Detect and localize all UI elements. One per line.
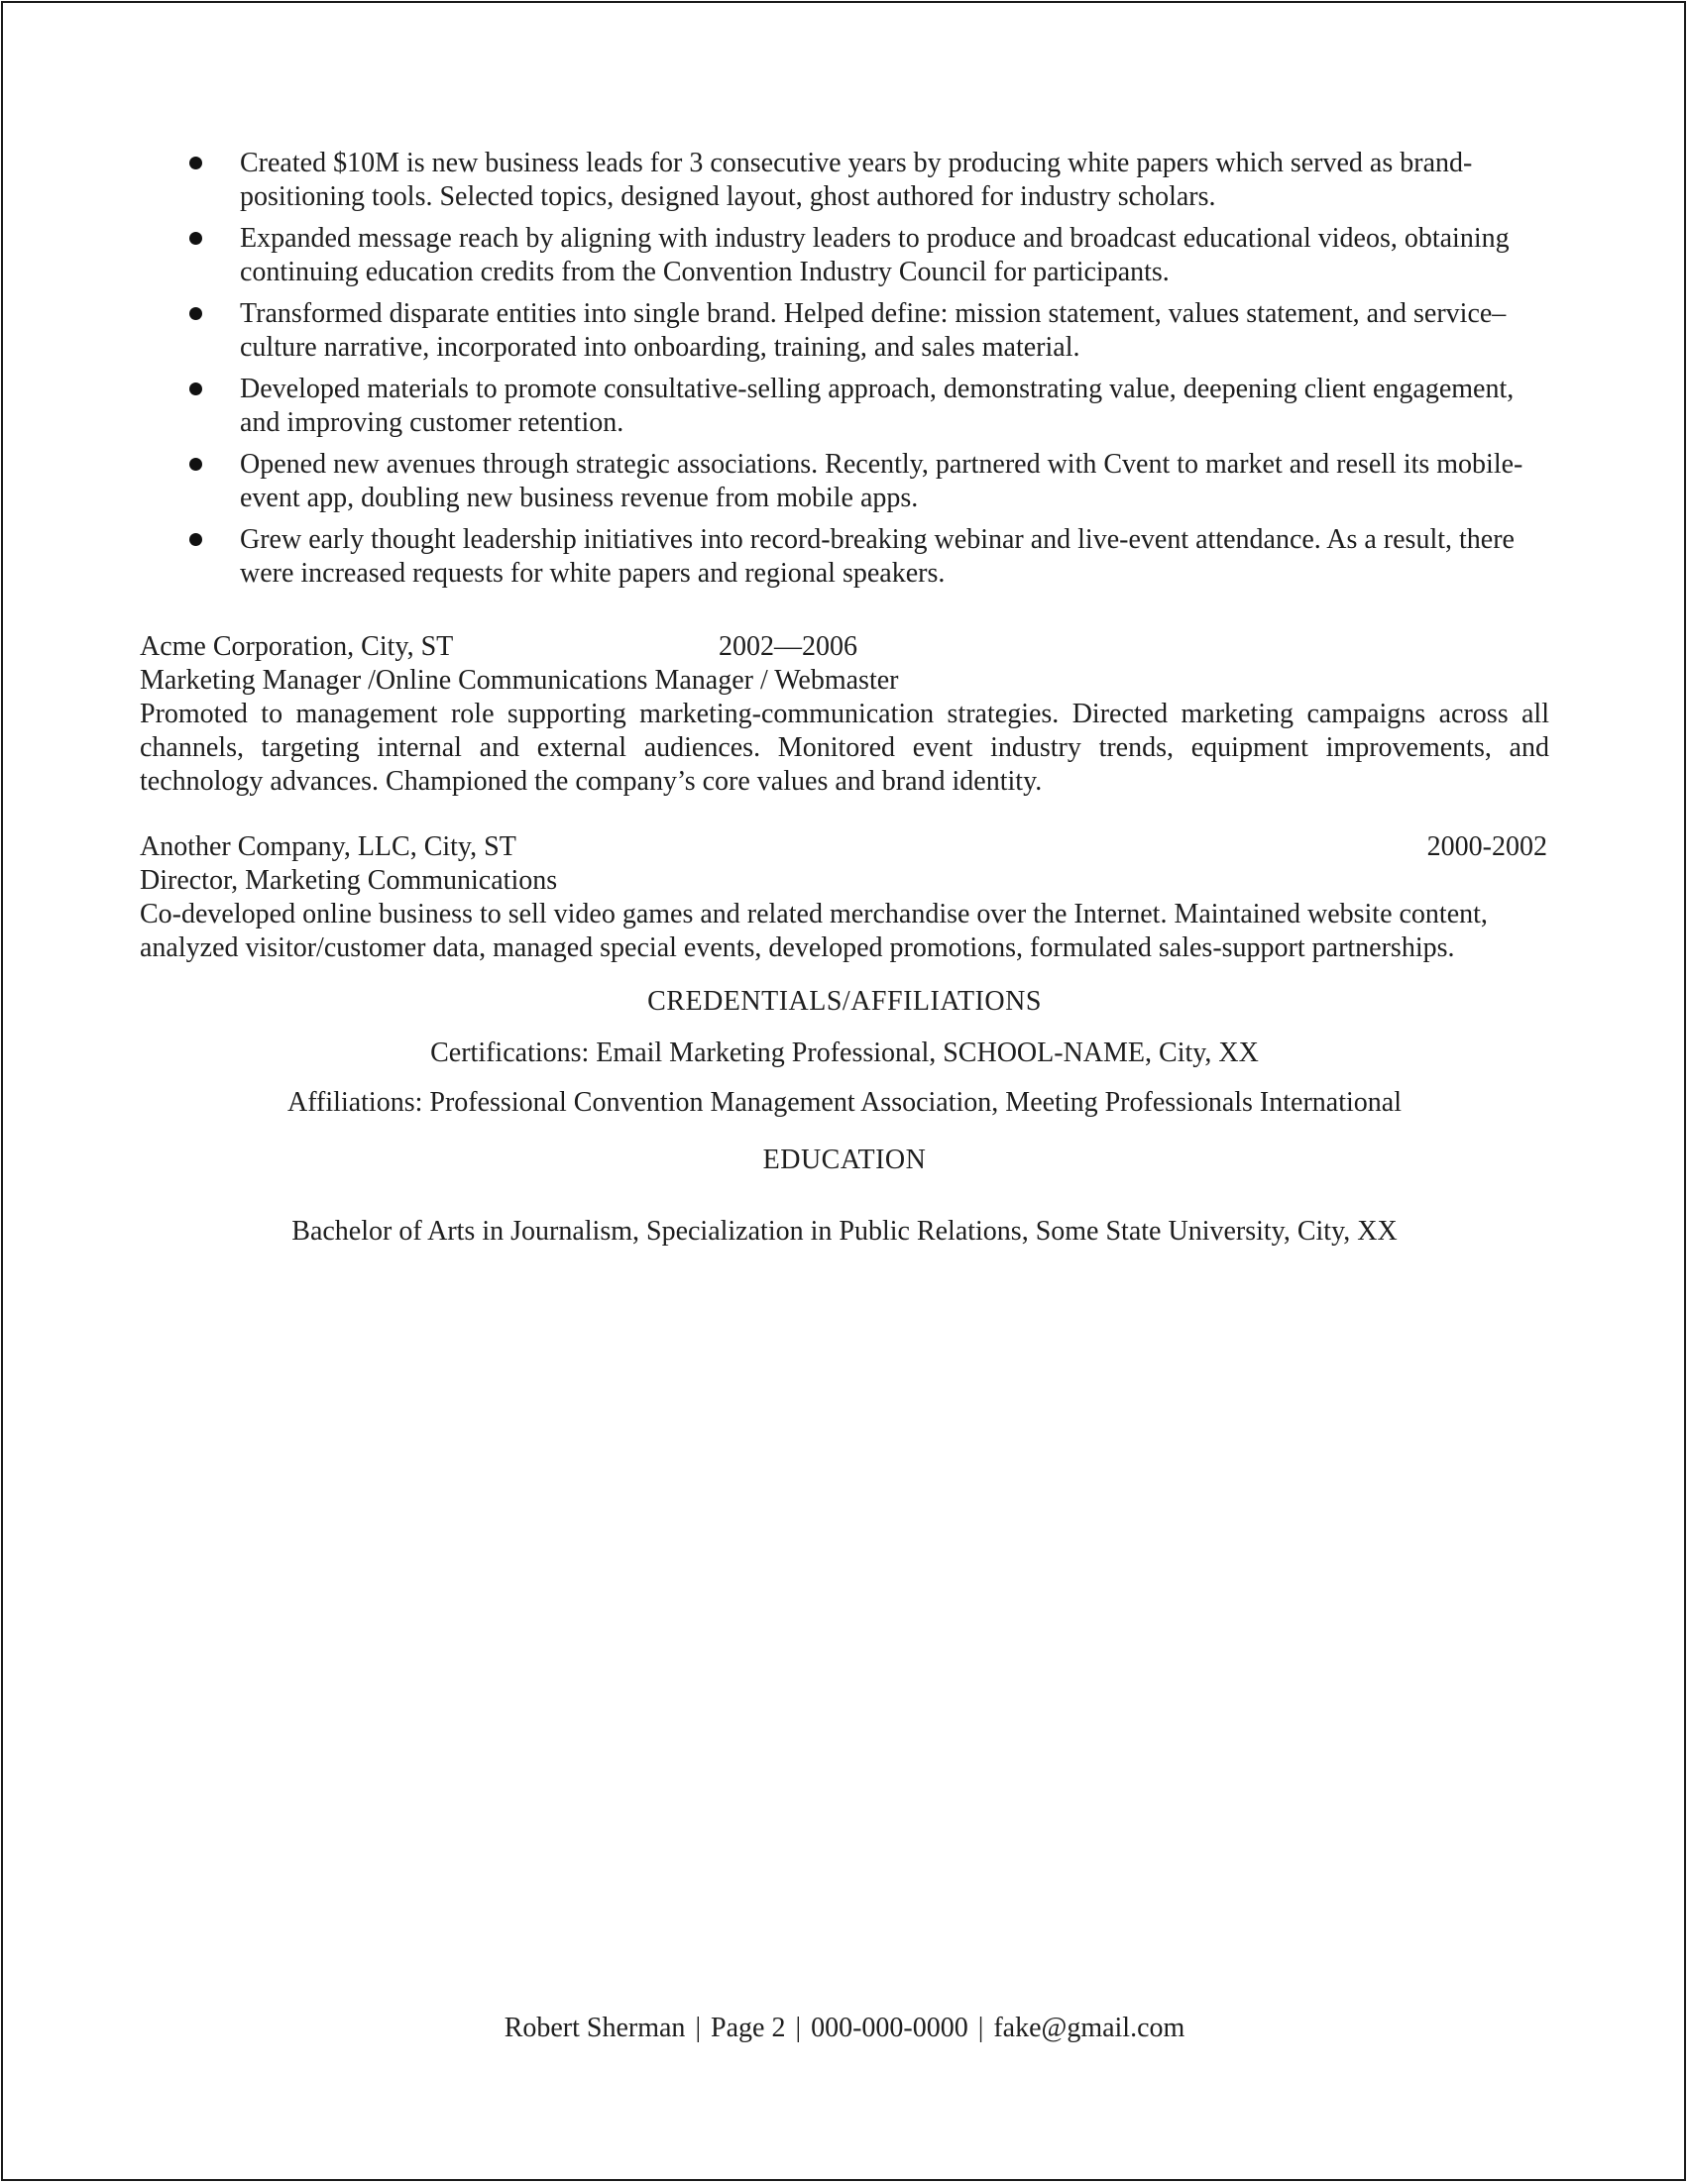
bullet-icon — [189, 533, 202, 546]
job-dates: 2002—2006 — [719, 631, 857, 662]
job-header — [140, 830, 1549, 864]
bullet-text: Transformed disparate entities into single brand. Helped define: mission statement, values statement, and service–culture narrative, incorporated into onboarding, training, and sales material. — [240, 298, 1507, 363]
bullet-text: Created $10M is new business leads for 3 consecutive years by producing white papers which served as brand-positioning tools. Selected topics, designed layout, ghost authored for industry scholars. — [240, 148, 1473, 212]
footer-name: Robert Sherman — [504, 2013, 686, 2043]
list-item — [140, 448, 1549, 515]
job-description: Promoted to management role supporting marketing-communication strategies. Directed marketing campaigns across all channels, targeting internal and external audiences. Monitored event industry trends, equipment improvements, and technology advances. Championed the company’s core values and brand identity. — [140, 699, 1549, 797]
footer-page-number: Page 2 — [711, 2013, 786, 2043]
job-title: Director, Marketing Communications — [140, 865, 558, 896]
job-description: Co-developed online business to sell video games and related merchandise over the Internet. Maintained website content, analyzed visitor/customer data, managed special events, developed promotions, formulated sales-support partnerships. — [140, 899, 1488, 963]
list-item — [140, 373, 1549, 440]
footer-separator: | — [795, 2013, 802, 2043]
footer-separator: | — [977, 2013, 984, 2043]
credentials-heading: CREDENTIALS/AFFILIATIONS — [647, 986, 1042, 1017]
company-name: Another Company, LLC, City, ST — [140, 831, 516, 862]
education-heading: EDUCATION — [762, 1145, 927, 1175]
degree-line: Bachelor of Arts in Journalism, Specialization in Public Relations, Some State University, City, XX — [291, 1216, 1398, 1247]
job-entry-another-company — [140, 830, 1549, 965]
bullet-icon — [189, 458, 202, 471]
job-entry-acme — [140, 630, 1549, 799]
bullet-icon — [189, 157, 202, 169]
resume-page-2 — [140, 147, 1549, 1249]
list-item — [140, 297, 1549, 365]
list-item — [140, 222, 1549, 289]
bullet-text: Opened new avenues through strategic associations. Recently, partnered with Cvent to market and resell its mobile-event app, doubling new business revenue from mobile apps. — [240, 449, 1523, 513]
affiliations-line: Affiliations: Professional Convention Management Association, Meeting Professionals International — [287, 1087, 1402, 1118]
bullet-icon — [189, 232, 202, 245]
bullet-text: Expanded message reach by aligning with industry leaders to produce and broadcast educational videos, obtaining continuing education credits from the Convention Industry Council for participants. — [240, 223, 1510, 287]
bullet-text: Grew early thought leadership initiatives into record-breaking webinar and live-event attendance. As a result, there were increased requests for white papers and regional speakers. — [240, 524, 1515, 589]
company-name: Acme Corporation, City, ST — [140, 631, 454, 662]
job-dates: 2000-2002 — [1426, 831, 1547, 862]
achievement-list — [140, 147, 1549, 591]
list-item — [140, 147, 1549, 214]
page-footer — [0, 2012, 1689, 2045]
job-title: Marketing Manager /Online Communications Manager / Webmaster — [140, 665, 899, 696]
bullet-text: Developed materials to promote consultative-selling approach, demonstrating value, deepening client engagement, and improving customer retention. — [240, 374, 1515, 438]
bullet-icon — [189, 382, 202, 395]
job-header — [140, 630, 1549, 664]
list-item — [140, 523, 1549, 591]
certifications-line: Certifications: Email Marketing Professional, SCHOOL-NAME, City, XX — [430, 1037, 1259, 1068]
footer-email: fake@gmail.com — [993, 2013, 1185, 2043]
footer-phone: 000-000-0000 — [811, 2013, 968, 2043]
footer-separator: | — [695, 2013, 702, 2043]
bullet-icon — [189, 307, 202, 320]
